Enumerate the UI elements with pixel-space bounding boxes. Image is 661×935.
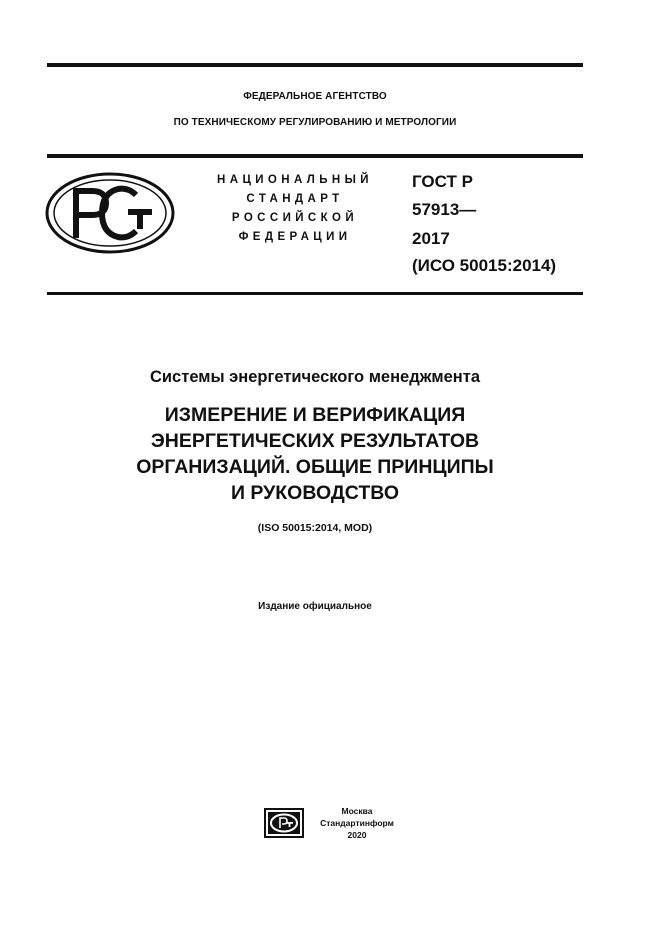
standartinform-logo-icon	[264, 808, 304, 838]
publisher-city: Москва	[341, 806, 373, 816]
header-rule-top	[47, 154, 583, 158]
document-title	[47, 402, 583, 506]
designation-line2: 57913—	[412, 200, 477, 219]
edition-label: Издание официальное	[258, 601, 372, 612]
title-line-2: ЭНЕРГЕТИЧЕСКИХ РЕЗУЛЬТАТОВ	[150, 430, 480, 452]
publisher-year: 2020	[347, 830, 367, 840]
national-standard-line2: СТАНДАРТ	[246, 193, 344, 205]
rst-certification-mark-icon	[44, 171, 176, 255]
publisher-name: Стандартинформ	[320, 818, 394, 828]
national-standard-line1: НАЦИОНАЛЬНЫЙ	[217, 174, 373, 186]
designation-line1: ГОСТ Р	[412, 172, 473, 191]
iso-reference: (ISO 50015:2014, MOD)	[257, 522, 373, 534]
agency-name-line1: ФЕДЕРАЛЬНОЕ АГЕНТСТВО	[243, 91, 387, 102]
title-line-1: ИЗМЕРЕНИЕ И ВЕРИФИКАЦИЯ	[164, 404, 466, 426]
top-rule	[47, 63, 583, 67]
designation-line3: 2017	[412, 229, 450, 248]
publisher-info	[310, 805, 404, 841]
document-subject: Системы энергетического менеджмента	[150, 368, 480, 386]
title-line-3: ОРГАНИЗАЦИЙ. ОБЩИЕ ПРИНЦИПЫ	[136, 456, 494, 478]
header-rule-bottom	[47, 292, 583, 295]
national-standard-line3: РОССИЙСКОЙ	[231, 212, 359, 224]
agency-name-line2: ПО ТЕХНИЧЕСКОМУ РЕГУЛИРОВАНИЮ И МЕТРОЛОГИИ	[173, 117, 457, 128]
designation-line4: (ИСО 50015:2014)	[412, 256, 557, 275]
national-standard-line4: ФЕДЕРАЦИИ	[238, 231, 352, 243]
title-line-4: И РУКОВОДСТВО	[230, 482, 400, 504]
